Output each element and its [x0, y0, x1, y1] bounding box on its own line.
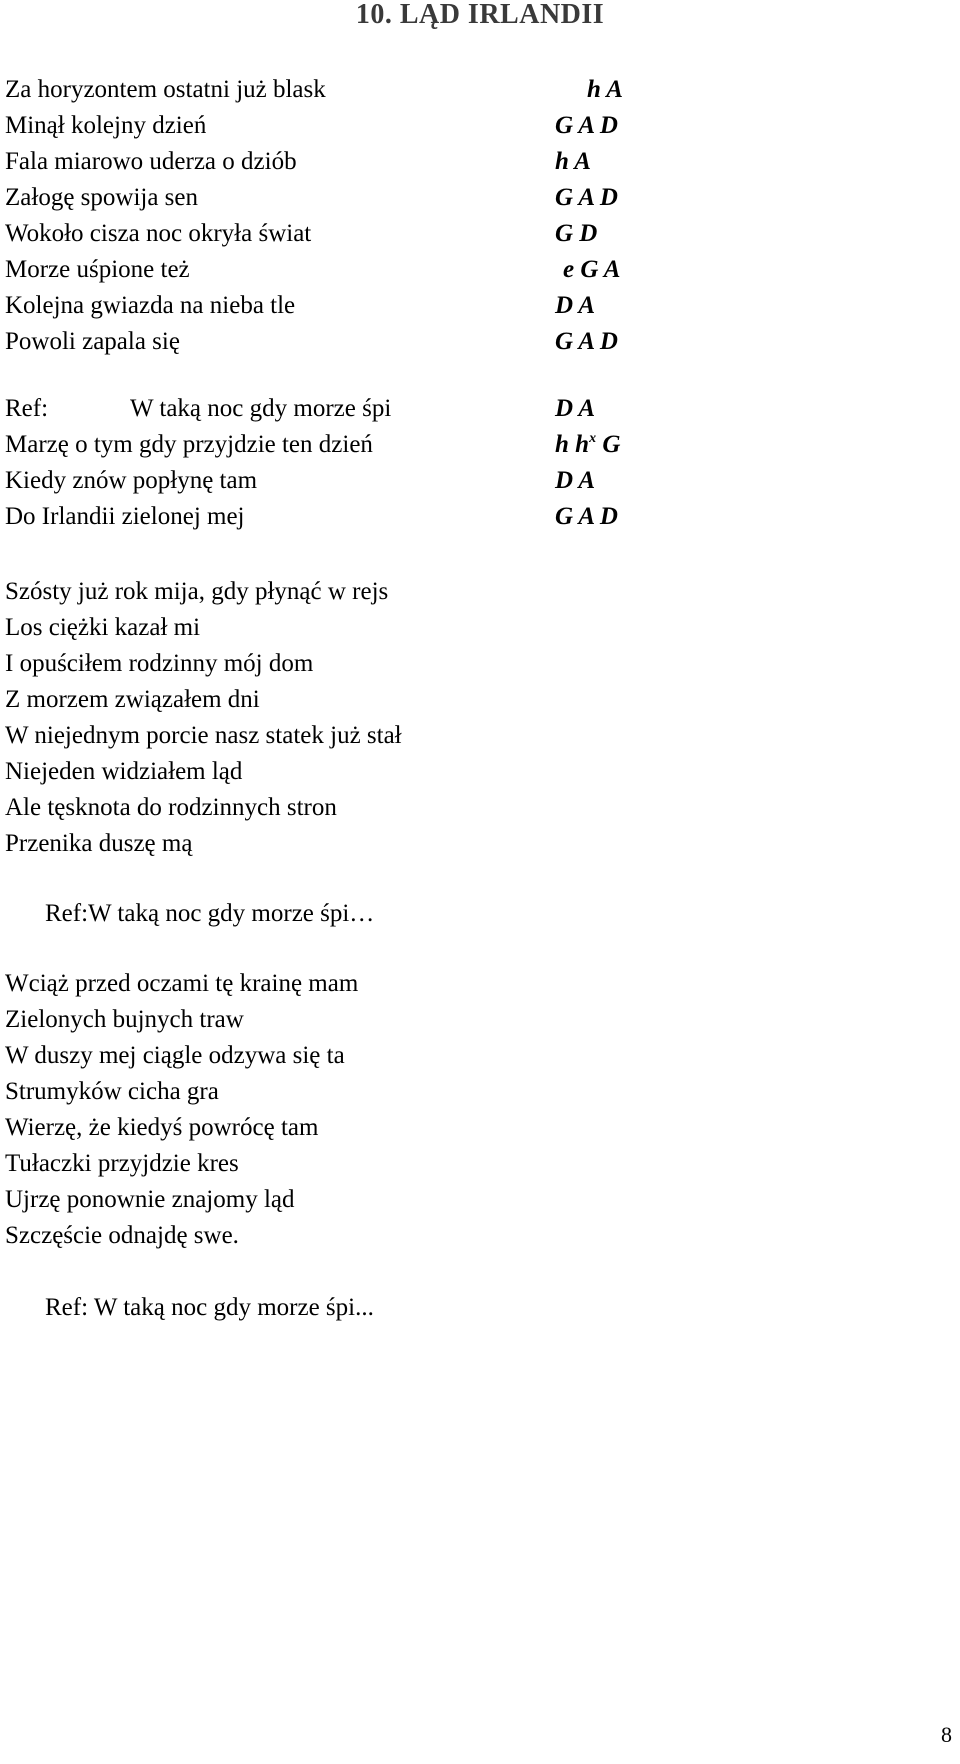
lyric-text: Kiedy znów popłynę tam — [5, 467, 258, 494]
lyric-text: Powoli zapala się — [5, 328, 180, 355]
lyric-text: W niejednym porcie nasz statek już stał — [5, 722, 402, 749]
lyric-text: Los ciężki kazał mi — [5, 614, 201, 641]
refrain-reference: Ref:W taką noc gdy morze śpi… — [45, 900, 375, 927]
lyric-text: Ale tęsknota do rodzinnych stron — [5, 794, 337, 821]
lyric-text: Za horyzontem ostatni już blask — [5, 76, 326, 103]
lyric-text: Niejeden widziałem ląd — [5, 758, 243, 785]
lyric-text: Wierzę, że kiedyś powrócę tam — [5, 1114, 319, 1141]
page-number: 8 — [941, 1722, 952, 1747]
chord-text: e G A — [563, 256, 621, 283]
lyric-text: Minął kolejny dzień — [5, 112, 207, 139]
chord-text: G A D — [555, 184, 618, 211]
chord-text: D A — [555, 292, 596, 319]
lyric-text: Morze uśpione też — [5, 256, 190, 283]
lyric-text: Zielonych bujnych traw — [5, 1006, 244, 1033]
lyric-text: Ujrzę ponownie znajomy ląd — [5, 1186, 295, 1213]
lyric-text: Przenika duszę mą — [5, 830, 193, 857]
lyric-text: Marzę o tym gdy przyjdzie ten dzień — [5, 431, 373, 458]
lyric-text: Kolejna gwiazda na nieba tle — [5, 292, 296, 319]
lyric-text: Załogę spowija sen — [5, 184, 199, 211]
lyric-text: I opuściłem rodzinny mój dom — [5, 650, 314, 677]
lyric-text: Fala miarowo uderza o dziób — [5, 148, 297, 175]
lyric-text: Do Irlandii zielonej mej — [5, 503, 245, 530]
refrain-lyric: W taką noc gdy morze śpi — [130, 395, 392, 422]
lyric-text: Wokoło cisza noc okryła świat — [5, 220, 312, 247]
chord-text: h A — [587, 76, 623, 103]
chord-text-tail: G — [596, 431, 621, 458]
chord-text: G D — [555, 220, 598, 247]
song-title: 10. LĄD IRLANDII — [355, 0, 605, 30]
chord-text: G A D — [555, 112, 618, 139]
chord-superscript: x — [589, 431, 597, 446]
lyric-text: Z morzem związałem dni — [5, 686, 260, 713]
chord-text: G A D — [555, 503, 618, 530]
chord-text: G A D — [555, 328, 618, 355]
lyric-text — [5, 391, 391, 427]
chord-text: D A — [555, 467, 596, 494]
lyric-text: Szczęście odnajdę swe. — [5, 1222, 239, 1249]
chord-text: h A — [555, 148, 591, 175]
lyric-text: Szósty już rok mija, gdy płynąć w rejs — [5, 578, 389, 605]
refrain-reference: Ref: W taką noc gdy morze śpi... — [45, 1294, 374, 1321]
chord-text — [555, 427, 620, 463]
lyric-text: Tułaczki przyjdzie kres — [5, 1150, 239, 1177]
chord-text-main: h h — [555, 431, 590, 458]
refrain-label: Ref: — [5, 395, 49, 422]
lyric-text: Wciąż przed oczami tę krainę mam — [5, 970, 359, 997]
chord-text: D A — [555, 395, 596, 422]
lyric-text: W duszy mej ciągle odzywa się ta — [5, 1042, 345, 1069]
lyric-text: Strumyków cicha gra — [5, 1078, 219, 1105]
